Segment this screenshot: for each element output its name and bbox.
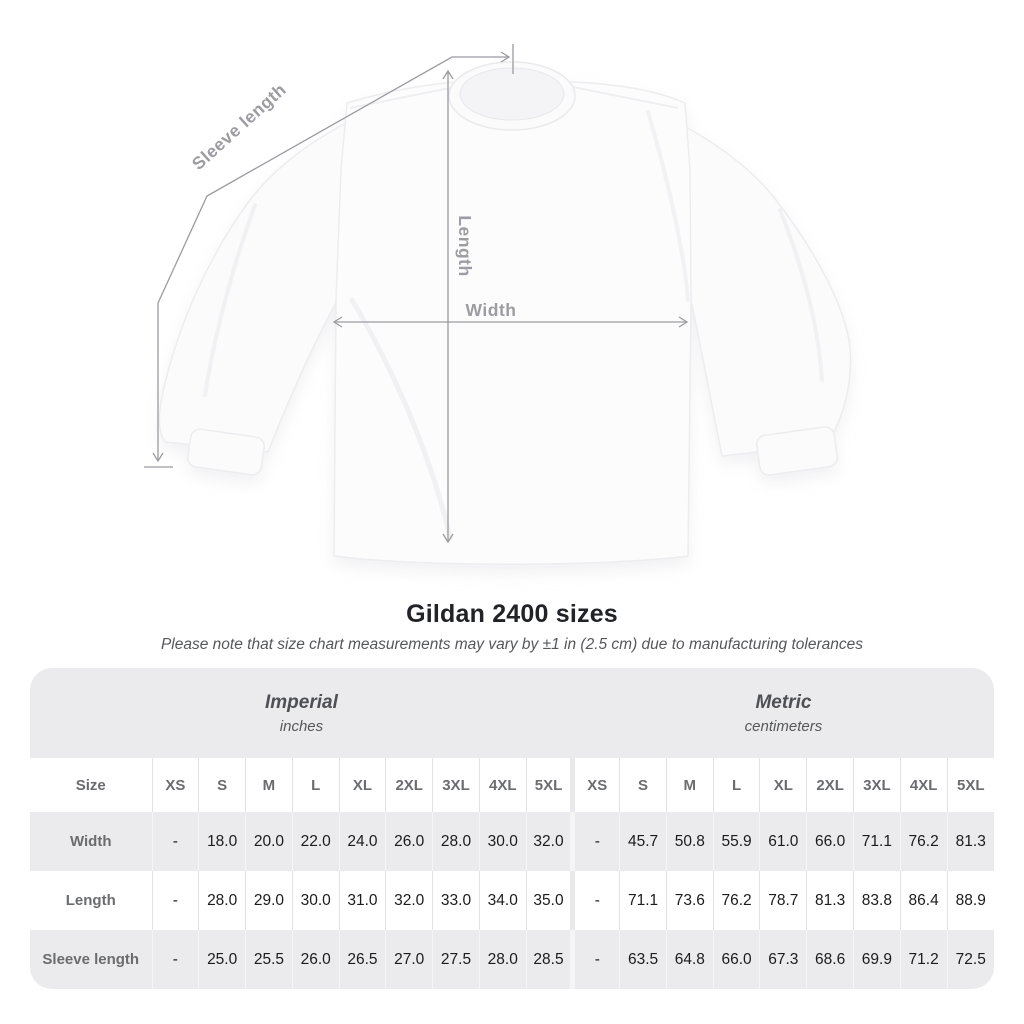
table-cell: 66.0	[807, 812, 854, 871]
table-cell: 76.2	[900, 812, 947, 871]
shirt-body	[334, 82, 691, 564]
table-cell: -	[152, 812, 199, 871]
table-cell: 32.0	[526, 812, 573, 871]
table-cell: 73.6	[666, 871, 713, 930]
table-cell: -	[152, 871, 199, 930]
size-col-header: S	[620, 758, 667, 812]
table-cell: 67.3	[760, 930, 807, 989]
table-cell: 28.5	[526, 930, 573, 989]
size-col-header: 5XL	[947, 758, 994, 812]
row-label: Length	[30, 871, 152, 930]
table-cell: 78.7	[760, 871, 807, 930]
table-cell: 76.2	[713, 871, 760, 930]
row-label: Sleeve length	[30, 930, 152, 989]
table-cell: 61.0	[760, 812, 807, 871]
table-cell: 55.9	[713, 812, 760, 871]
size-col-header: M	[666, 758, 713, 812]
table-cell: 33.0	[433, 871, 480, 930]
size-col-header: XS	[573, 758, 620, 812]
table-cell: 26.5	[339, 930, 386, 989]
table-cell: 83.8	[853, 871, 900, 930]
page-title: Gildan 2400 sizes	[406, 600, 618, 628]
table-cell: -	[152, 930, 199, 989]
size-col-header: S	[199, 758, 246, 812]
table-cell: 86.4	[900, 871, 947, 930]
size-col-header: XS	[152, 758, 199, 812]
table-cell: 68.6	[807, 930, 854, 989]
table-cell: 32.0	[386, 871, 433, 930]
imperial-title: Imperial	[265, 691, 338, 713]
width-label: Width	[465, 300, 517, 320]
table-cell: 25.0	[199, 930, 246, 989]
table-cell: 81.3	[947, 812, 994, 871]
tolerance-note: Please note that size chart measurements may vary by ±1 in (2.5 cm) due to manufacturing tolerances	[160, 636, 864, 653]
unit-group-imperial	[30, 668, 573, 758]
size-chart	[30, 668, 994, 989]
sleeve-length-label: Sleeve length	[187, 79, 291, 174]
table-cell: -	[573, 812, 620, 871]
table-cell: 28.0	[433, 812, 480, 871]
size-col-header: 2XL	[386, 758, 433, 812]
size-col-header: 5XL	[526, 758, 573, 812]
metric-unit: centimeters	[744, 717, 823, 735]
size-col-header: 2XL	[807, 758, 854, 812]
size-col-header: 3XL	[433, 758, 480, 812]
table-cell: 26.0	[292, 930, 339, 989]
table-cell: -	[573, 871, 620, 930]
length-label: Length	[455, 215, 475, 277]
table-cell: 69.9	[853, 930, 900, 989]
size-header: Size	[30, 758, 152, 812]
table-cell: 26.0	[386, 812, 433, 871]
table-cell: 72.5	[947, 930, 994, 989]
table-cell: 30.0	[292, 871, 339, 930]
table-cell: 64.8	[666, 930, 713, 989]
size-col-header: XL	[760, 758, 807, 812]
size-col-header: L	[292, 758, 339, 812]
collar-opening	[460, 68, 564, 120]
table-cell: 20.0	[246, 812, 293, 871]
table-cell: 25.5	[246, 930, 293, 989]
table-cell: 66.0	[713, 930, 760, 989]
size-col-header: L	[713, 758, 760, 812]
table-cell: -	[573, 930, 620, 989]
table-cell: 45.7	[620, 812, 667, 871]
table-cell: 71.2	[900, 930, 947, 989]
table-cell: 27.0	[386, 930, 433, 989]
table-cell: 28.0	[479, 930, 526, 989]
unit-group-metric	[573, 668, 994, 758]
size-col-header: 4XL	[900, 758, 947, 812]
table-cell: 50.8	[666, 812, 713, 871]
table-cell: 24.0	[339, 812, 386, 871]
table-cell: 35.0	[526, 871, 573, 930]
table-cell: 71.1	[853, 812, 900, 871]
size-col-header: M	[246, 758, 293, 812]
table-cell: 81.3	[807, 871, 854, 930]
row-label: Width	[30, 812, 152, 871]
table-cell: 28.0	[199, 871, 246, 930]
table-cell: 88.9	[947, 871, 994, 930]
table-cell: 22.0	[292, 812, 339, 871]
table-cell: 63.5	[620, 930, 667, 989]
size-chart-table	[30, 668, 994, 989]
table-cell: 27.5	[433, 930, 480, 989]
table-cell: 30.0	[479, 812, 526, 871]
table-cell: 34.0	[479, 871, 526, 930]
size-col-header: 4XL	[479, 758, 526, 812]
size-col-header: 3XL	[853, 758, 900, 812]
table-cell: 18.0	[199, 812, 246, 871]
metric-title: Metric	[755, 691, 812, 713]
imperial-unit: inches	[279, 717, 324, 735]
table-cell: 31.0	[339, 871, 386, 930]
table-cell: 71.1	[620, 871, 667, 930]
size-col-header: XL	[339, 758, 386, 812]
table-cell: 29.0	[246, 871, 293, 930]
